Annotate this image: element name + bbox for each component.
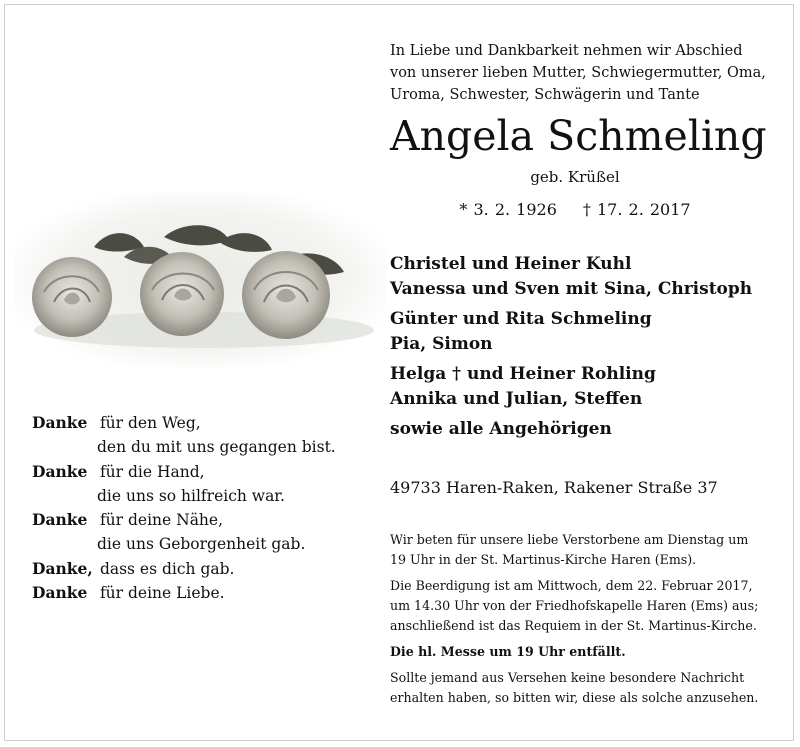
rose-right: [242, 251, 330, 339]
intro-line: In Liebe und Dankbarkeit nehmen wir Abschied: [390, 43, 743, 59]
mourner-group: [390, 252, 752, 302]
intro-line: Uroma, Schwester, Schwägerin und Tante: [390, 87, 700, 103]
mourner-line: Annika und Julian, Steffen: [390, 389, 643, 409]
poem-line: die uns Geborgenheit gab.: [97, 535, 306, 554]
roses-photo: [14, 192, 386, 367]
mass-cancelled-notice: Die hl. Messe um 19 Uhr entfällt.: [390, 644, 626, 659]
poem-line: Danke für die Hand,: [32, 461, 205, 481]
mourner-line: sowie alle Angehörigen: [390, 419, 612, 439]
prayer-notice: Wir beten für unsere liebe Verstorbene am Dienstag um 19 Uhr in der St. Martinus-Kirche Haren (Ems).: [390, 532, 749, 567]
funeral-notice: Die Beerdigung ist am Mittwoch, dem 22. Februar 2017, um 14.30 Uhr von der Friedhofskapelle Haren (Ems) aus; anschließend ist das Requiem in der St. Martinus-Kirche.: [390, 578, 759, 633]
service-notices: [390, 530, 758, 714]
birth-date: * 3. 2. 1926: [459, 200, 557, 219]
family-address: 49733 Haren-Raken, Rakener Straße 37: [390, 478, 718, 497]
danke-poem: [32, 411, 336, 605]
mourner-group: [390, 362, 752, 412]
mourner-line: Helga † und Heiner Rohling: [390, 364, 656, 384]
death-date: † 17. 2. 2017: [582, 200, 691, 219]
rose-middle: [140, 252, 224, 336]
poem-line: Danke für den Weg,: [32, 413, 201, 432]
mourner-group: [390, 417, 752, 442]
maiden-name: geb. Krüßel: [530, 168, 620, 186]
mourner-group: [390, 307, 752, 357]
poem-line: Danke, dass es dich gab.: [32, 558, 235, 578]
no-notice-text: Sollte jemand aus Versehen keine besondere Nachricht erhalten haben, so bitten wir, diese als solche anzusehen.: [390, 670, 759, 705]
poem-line: den du mit uns gegangen bist.: [97, 438, 336, 457]
life-dates: [390, 199, 760, 221]
mourners-list: [390, 252, 752, 447]
mourner-line: Christel und Heiner Kuhl: [390, 254, 632, 274]
mourner-line: Vanessa und Sven mit Sina, Christoph: [390, 279, 753, 299]
mourner-line: Günter und Rita Schmeling: [390, 309, 652, 329]
rose-left: [32, 257, 112, 337]
deceased-name: Angela Schmeling: [390, 112, 767, 160]
poem-line: Danke für deine Nähe,: [32, 510, 224, 530]
poem-line: die uns so hilfreich war.: [97, 486, 285, 505]
intro-line: von unserer lieben Mutter, Schwiegermutter, Oma,: [390, 65, 766, 81]
poem-line: Danke für deine Liebe.: [32, 583, 225, 603]
mourner-line: Pia, Simon: [390, 334, 493, 354]
intro-text: [390, 40, 766, 106]
